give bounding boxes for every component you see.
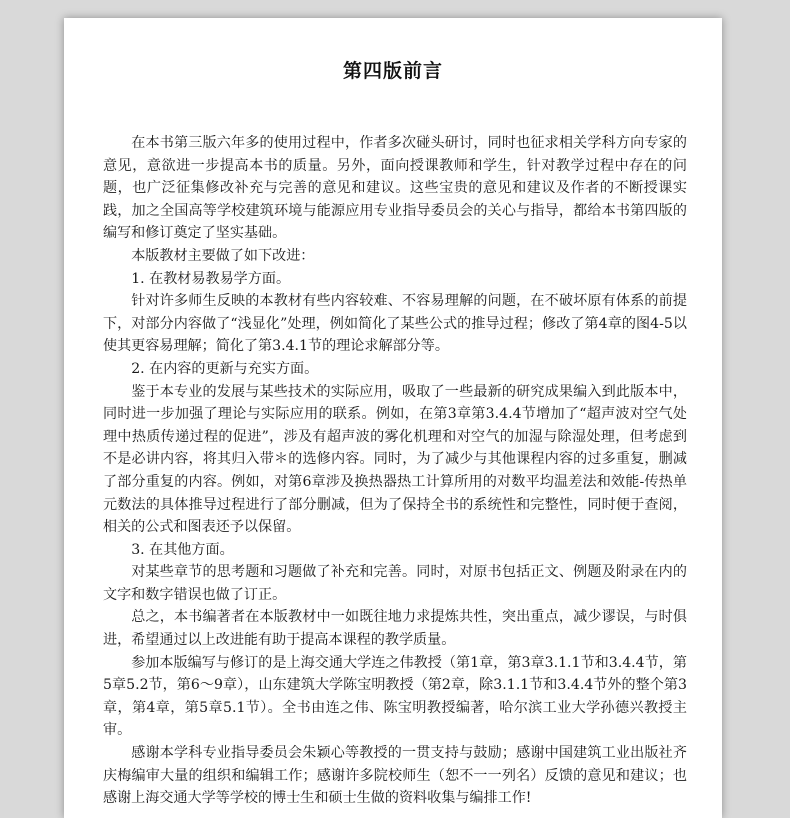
paragraph-item-2: 鉴于本专业的发展与某些技术的实际应用，吸取了一些最新的研究成果编入到此版本中，同时进一步加强了理论与实际应用的联系。例如，在第3章第3.4.4节增加了“超声波对空气处理中热质传递过程的促进”，涉及有超声波的雾化机理和对空气的加湿与除湿处理，但考虑到不是必讲内容，将其归入带＊的选修内容。同时，为了减少与其他课程内容的过多重复，删减了部分重复的内容。例如，对第6章涉及换热器热工计算所用的对数平均温差法和效能-传热单元数法的具体推导过程进行了部分删减，但为了保持全书的系统性和完整性，同时便于查阅，相关的公式和图表还予以保留。 (103, 383, 687, 536)
heading-item-3: 3. 在其他方面。 (131, 541, 234, 558)
paragraph-improvements-lead: 本版教材主要做了如下改进： (131, 247, 315, 264)
paragraph-summary: 总之，本书编著者在本版教材中一如既往地力求提炼共性，突出重点，减少谬误，与时俱进，希望通过以上改进能有助于提高本课程的教学质量。 (103, 609, 687, 649)
page-title: 第四版前言 (342, 60, 443, 82)
heading-item-1: 1. 在教材易教易学方面。 (131, 270, 291, 287)
paragraph-item-3: 对某些章节的思考题和习题做了补充和完善。同时，对原书包括正文、例题及附录在内的文字和数字错误也做了订正。 (103, 564, 687, 603)
heading-item-2: 2. 在内容的更新与充实方面。 (131, 360, 319, 377)
paragraph-intro: 在本书第三版六年多的使用过程中，作者多次碰头研讨，同时也征求相关学科方向专家的意见，意欲进一步提高本书的质量。另外，面向授课教师和学生，针对教学过程中存在的问题，也广泛征集修改补充与完善的意见和建议。这些宝贵的意见和建议及作者的不断授课实践，加之全国高等学校建筑环境与能源应用专业指导委员会的关心与指导，都给本书第四版的编写和修订奠定了坚实基础。 (103, 135, 687, 242)
paragraph-item-1: 针对许多师生反映的本教材有些内容较难、不容易理解的问题，在不破坏原有体系的前提下，对部分内容做了“浅显化”处理，例如简化了某些公式的推导过程；修改了第4章的图4-5以使其更容易理解；简化了第3.4.1节的理论求解部分等。 (103, 293, 687, 355)
document-page (64, 18, 722, 818)
preface-body (103, 132, 687, 810)
paragraph-acknowledgements: 感谢本学科专业指导委员会朱颖心等教授的一贯支持与鼓励；感谢中国建筑工业出版社齐庆梅编审大量的组织和编辑工作；感谢许多院校师生（恕不一一列名）反馈的意见和建议；也感谢上海交通大学等学校的博士生和硕士生做的资料收集与编排工作! (103, 745, 687, 807)
paragraph-authors: 参加本版编写与修订的是上海交通大学连之伟教授（第1章，第3章3.1.1节和3.4.4节，第5章5.2节，第6～9章），山东建筑大学陈宝明教授（第2章，除3.1.1节和3.4.4节外的整个第3章，第4章，第5章5.1节）。全书由连之伟、陈宝明教授编著，哈尔滨工业大学孙德兴教授主审。 (103, 654, 687, 739)
